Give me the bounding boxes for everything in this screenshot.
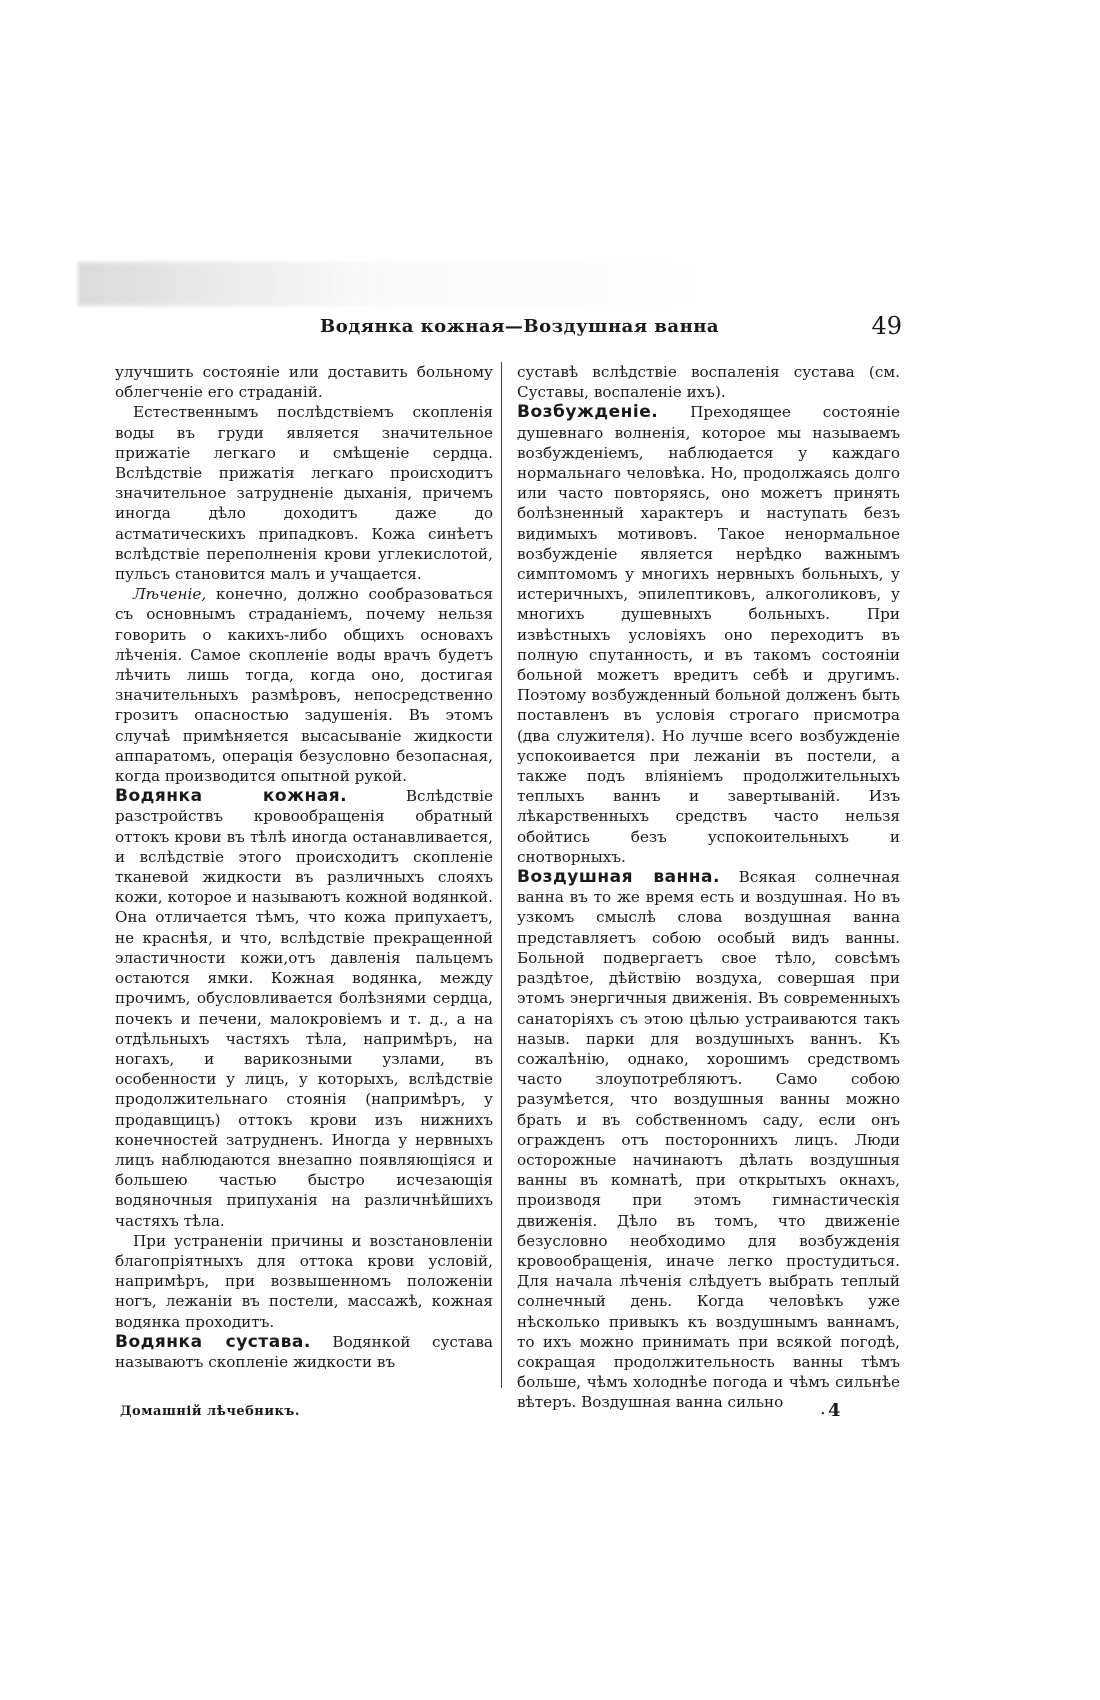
- right-column: [517, 362, 900, 1413]
- signature-mark: 4: [828, 1400, 841, 1421]
- left-column: [115, 362, 493, 1372]
- paragraph: [115, 584, 493, 786]
- entry-text: Всякая солнечная ванна въ то же время есть и воздушная. Но въ узкомъ смыслѣ слова воздушная ванна представляетъ собою особый видъ ванны. Больной подвергаетъ свое тѣло, совсѣмъ раздѣтое, дѣйствію воздуха, совершая при этомъ энергичныя движенія. Въ современныхъ санаторіяхъ съ этою цѣлью устраиваются такъ назыв. парки для воздушныхъ ваннъ. Къ сожалѣнію, однако, хорошимъ средствомъ часто злоупотребляютъ. Само собою разумѣется, что воздушныя ванны можно брать и въ собственномъ саду, если онъ огражденъ отъ постороннихъ лицъ. Люди осторожные начинаютъ дѣлать воздушныя ванны въ комнатѣ, при открытыхъ окнахъ, производя при этомъ гимнастическія движенія. Дѣло въ томъ, что движеніе безусловно необходимо для возбужденія кровообращенія, иначе легко простудиться. Для начала лѣченія слѣдуетъ выбрать теплый солнечный день. Когда человѣкъ уже нѣсколько привыкъ къ воздушнымъ ваннамъ, то ихъ можно принимать при всякой погодѣ, сокращая продолжительность ванны тѣмъ больше, чѣмъ холоднѣе погода и чѣмъ сильнѣе вѣтеръ. Воздушная ванна сильно: [517, 868, 900, 1412]
- book-title: Домашній лѣчебникъ.: [120, 1404, 300, 1419]
- entry-text: Водянкой сустава называютъ скопленіе жидкости въ: [115, 1332, 493, 1371]
- entry-text: Вслѣдствіе разстройствъ кровообращенія обратный оттокъ крови въ тѣлѣ иногда останавливается, и вслѣдствіе этого происходитъ скопленіе тканевой жидкости въ различныхъ слояхъ кожи, которое и называютъ кожной водянкой. Она отличается тѣмъ, что кожа припухаетъ, не краснѣя, и что, вслѣдствіе прекращенной эластичности кожи,отъ давленія пальцемъ остаются ямки. Кожная водянка, между прочимъ, обусловливается болѣзнями сердца, почекъ и печени, малокровіемъ и т. д., а на отдѣльныхъ частяхъ тѣла, напримѣръ, на ногахъ, и варикозными узлами, въ особенности у лицъ, у которыхъ, вслѣдствіе продолжительнаго стоянія (напримѣръ, у продавщицъ) оттокъ крови изъ нижнихъ конечностей затрудненъ. Иногда у нервныхъ лицъ наблюдаются внезапно появляющіяся и большею частью быстро исчезающія водяночныя припуханія на различнѣйшихъ частяхъ тѣла.: [115, 787, 493, 1230]
- entry-text: Преходящее состояніе душевнаго волненія, которое мы называемъ возбужденіемъ, наблюдается у каждаго нормальнаго человѣка. Но, продолжаясь долго или часто повторяясь, оно можетъ принять болѣзненный характеръ и наступать безъ видимыхъ мотивовъ. Такое ненормальное возбужденіе является нерѣдко важнымъ симптомомъ у многихъ нервныхъ больныхъ, у истеричныхъ, эпилептиковъ, алкоголиковъ, у многихъ душевныхъ больныхъ. При извѣстныхъ условіяхъ оно переходитъ въ полную спутанность, и въ такомъ состояніи больной можетъ вредитъ себѣ и другимъ. Поэтому возбужденный больной долженъ быть поставленъ въ условія строгаго присмотра (два служителя). Но лучше всего возбужденіе успокоивается при лежаніи въ постели, а также подъ вліяніемъ продолжительныхъ теплыхъ ваннъ и завертываній. Изъ лѣкарственныхъ средствъ часто нельзя обойтись безъ успокоительныхъ и снотворныхъ.: [517, 403, 900, 866]
- paragraph: Естественнымъ послѣдствіемъ скопленія воды въ груди является значительное прижатіе легкаго и смѣщеніе сердца. Вслѣдствіе прижатія легкаго происходитъ значительное затрудненіе дыханія, причемъ иногда дѣло доходитъ даже до астматическихъ припадковъ. Кожа синѣетъ вслѣдствіе переполненія крови углекислотой, пульсъ становится малъ и учащается.: [115, 403, 493, 584]
- page-footer: [120, 1398, 910, 1428]
- entry-headword: Водянка кожная.: [115, 786, 348, 807]
- column-divider: [501, 362, 502, 1388]
- paragraph-text: конечно, должно сообразоваться съ основнымъ страданіемъ, почему нельзя говорить о какихъ-либо общихъ основахъ лѣченія. Самое скопленіе воды врачъ будетъ лѣчить лишь тогда, когда оно, достигая значительныхъ размѣровъ, непосредственно грозитъ опасностью задушенія. Въ этомъ случаѣ примѣняется высасываніе жидкости аппаратомъ, операція безусловно безопасная, когда производится опытной рукой.: [115, 585, 493, 786]
- entry-headword: Возбужденіе.: [517, 402, 659, 423]
- paragraph: При устраненіи причины и возстановленіи благопріятныхъ для оттока крови условій, напримѣръ, при возвышенномъ положеніи ногъ, лежаніи въ постели, массажѣ, кожная водянка проходитъ.: [115, 1231, 493, 1331]
- paragraph: улучшить состояніе или доставить больному облегченіе его страданій.: [115, 363, 493, 402]
- scan-smudge: [78, 262, 858, 306]
- entry: [517, 402, 900, 867]
- entry: [115, 786, 493, 1230]
- footer-dot: .: [820, 1398, 826, 1419]
- entry-headword: Воздушная ванна.: [517, 867, 720, 888]
- page-title: Водянка кожная—Воздушная ванна: [320, 316, 720, 337]
- entry: [115, 1332, 493, 1372]
- entry: [517, 867, 900, 1412]
- run-in-heading: Лѣченіе,: [133, 585, 207, 604]
- entry-headword: Водянка сустава.: [115, 1331, 311, 1352]
- paragraph: суставѣ вслѣдствіе воспаленія сустава (см. Суставы, воспаленіе ихъ).: [517, 363, 900, 402]
- page-number: 49: [871, 312, 902, 340]
- running-head: [120, 312, 920, 348]
